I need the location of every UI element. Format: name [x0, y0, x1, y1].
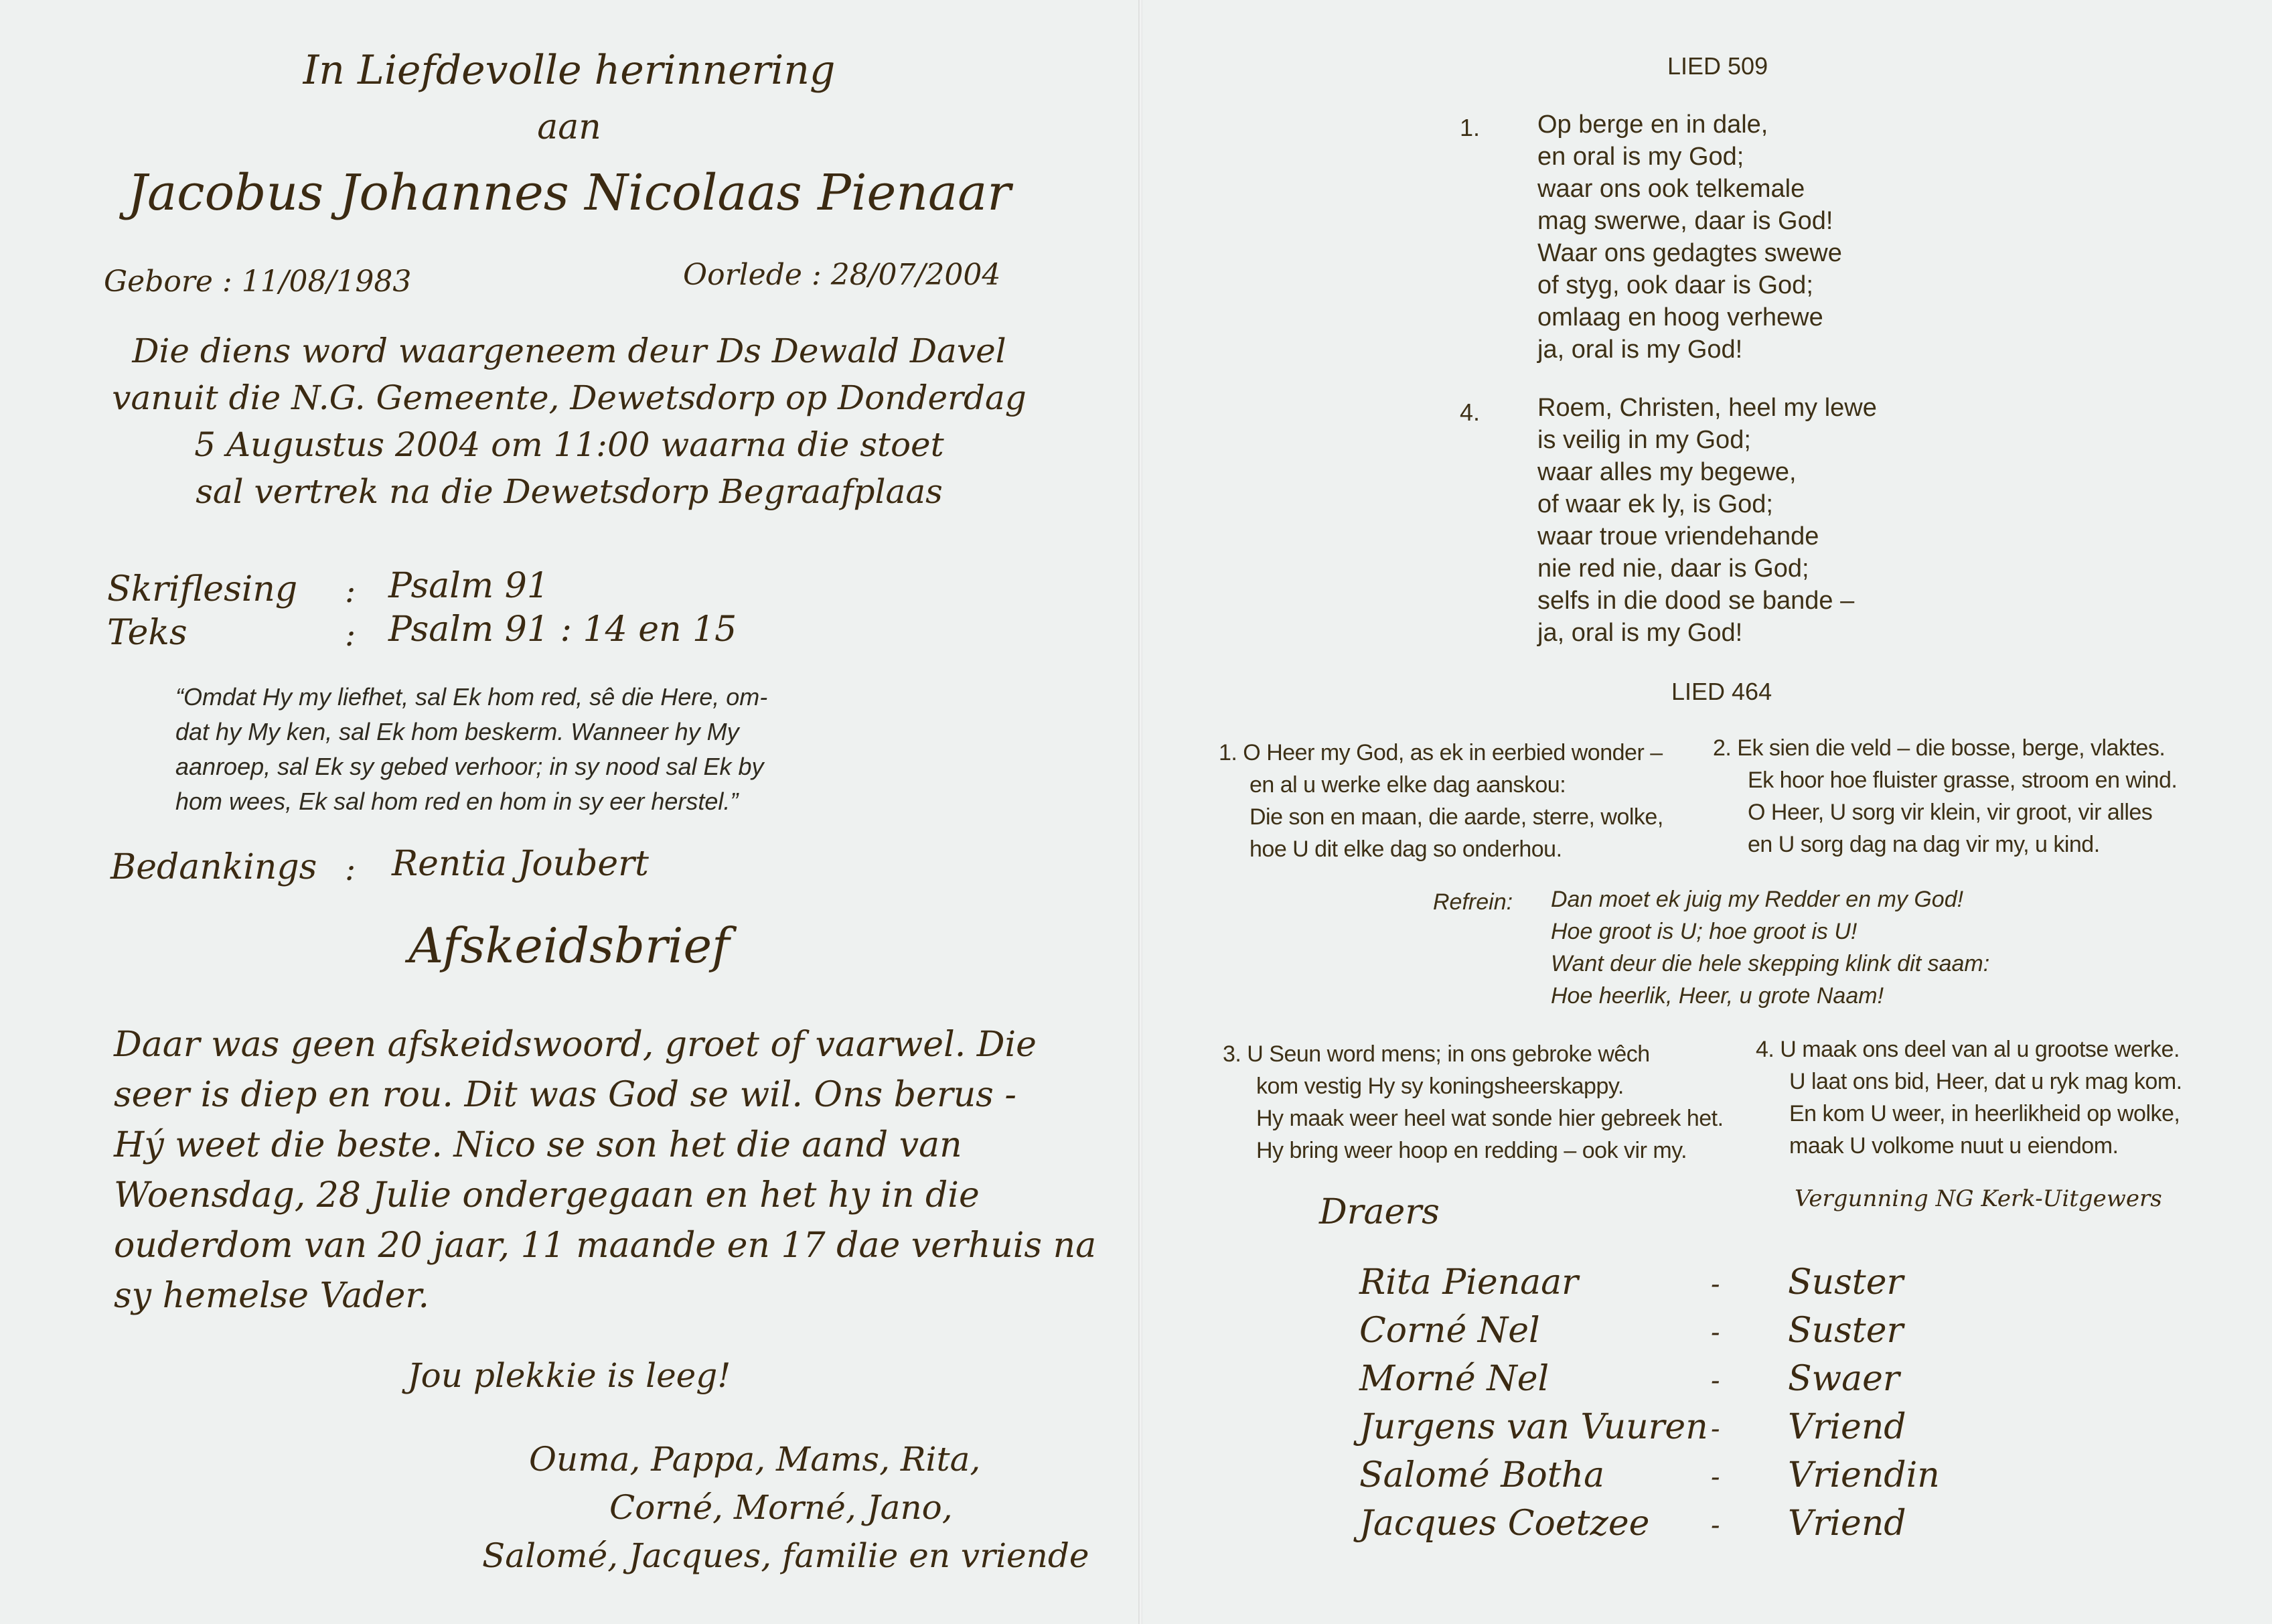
skriflesing-value: Psalm 91 [388, 566, 549, 606]
letter-line: sy hemelse Vader. [114, 1276, 430, 1316]
hymn-line: en oral is my God; [1537, 143, 1744, 171]
hymn-line: 2. Ek sien die veld – die bosse, berge, vlaktes. [1713, 735, 2166, 761]
pallbearers-title: Draers [1319, 1192, 1440, 1232]
verse-number: 4. [1460, 398, 1481, 426]
hymn-line: 1. O Heer my God, as ek in eerbied wonder – [1219, 740, 1663, 765]
hymn-line: En kom U weer, in heerlikheid op wolke, [1789, 1101, 2180, 1126]
hymn-line: omlaag en hoog verhewe [1537, 303, 1823, 331]
bedankings-colon: : [345, 851, 356, 888]
hymn-464-title: LIED 464 [1671, 678, 1772, 705]
hymn-line: 3. U Seun word mens; in ons gebroke wêch [1223, 1041, 1650, 1067]
hymn-line: Die son en maan, die aarde, sterre, wolke, [1249, 804, 1663, 830]
scripture-quote-line: hom wees, Ek sal hom red en hom in sy eer herstel.” [175, 788, 739, 815]
pallbearer-dash: - [1711, 1414, 1720, 1445]
hymn-line: ja, oral is my God! [1537, 336, 1743, 364]
pallbearer-dash: - [1711, 1365, 1720, 1396]
teks-colon: : [345, 616, 356, 654]
pallbearer-relation: Swaer [1788, 1359, 1900, 1399]
refrain-label: Refrein: [1433, 889, 1513, 915]
letter-line: seer is diep en rou. Dit was God se wil. Ons berus - [114, 1075, 1016, 1115]
empty-place-line: Jou plekkie is leeg! [407, 1356, 731, 1395]
bedankings-value: Rentia Joubert [392, 844, 649, 884]
hymn-line: U laat ons bid, Heer, dat u ryk mag kom. [1789, 1069, 2182, 1094]
hymn-line: is veilig in my God; [1537, 426, 1751, 454]
service-line: Die diens word waargeneem deur Ds Dewald Davel [132, 331, 1006, 370]
scripture-quote-line: dat hy My ken, sal Ek hom beskerm. Wanneer hy My [175, 718, 739, 745]
refrain-line: Want deur die hele skepping klink dit saam: [1551, 951, 1990, 976]
birth-date: Gebore : 11/08/1983 [104, 265, 412, 299]
hymn-line: O Heer, U sorg vir klein, vir groot, vir alles [1748, 800, 2153, 825]
letter-line: Daar was geen afskeidswoord, groet of vaarwel. Die [114, 1025, 1037, 1065]
hymn-line: nie red nie, daar is God; [1537, 555, 1809, 583]
hymn-line: Ek hoor hoe fluister grasse, stroom en wind. [1748, 767, 2178, 793]
hymn-line: Roem, Christen, heel my lewe [1537, 394, 1877, 422]
pallbearer-name: Corné Nel [1359, 1311, 1540, 1351]
farewell-letter-title: Afskeidsbrief [408, 917, 730, 974]
hymn-line: of styg, ook daar is God; [1537, 271, 1813, 299]
memorial-title-aan: aan [537, 107, 601, 147]
pallbearer-name: Rita Pienaar [1359, 1262, 1578, 1303]
verse-number: 1. [1460, 114, 1481, 141]
family-signature-line: Corné, Morné, Jano, [609, 1488, 953, 1527]
bedankings-label: Bedankings [110, 847, 317, 887]
hymn-line: selfs in die dood se bande – [1537, 587, 1855, 615]
letter-line: ouderdom van 20 jaar, 11 maande en 17 dae verhuis na [114, 1226, 1097, 1266]
memorial-title: In Liefdevolle herinnering [303, 47, 836, 94]
pallbearer-name: Jurgens van Vuuren [1359, 1407, 1708, 1447]
refrain-line: Hoe heerlik, Heer, u grote Naam! [1551, 983, 1884, 1009]
hymn-line: Op berge en in dale, [1537, 110, 1768, 139]
hymn-line: ja, oral is my God! [1537, 619, 1743, 647]
hymn-line: hoe U dit elke dag so onderhou. [1249, 836, 1562, 862]
teks-value: Psalm 91 : 14 en 15 [388, 609, 737, 650]
pallbearer-dash: - [1711, 1269, 1720, 1300]
permission-note: Vergunning NG Kerk-Uitgewers [1795, 1185, 2162, 1212]
family-signature-line: Salomé, Jacques, familie en vriende [482, 1536, 1089, 1575]
scripture-quote-line: aanroep, sal Ek sy gebed verhoor; in sy nood sal Ek by [175, 753, 764, 780]
hymn-line: Waar ons gedagtes swewe [1537, 239, 1842, 267]
hymn-line: kom vestig Hy sy koningsheerskappy. [1256, 1074, 1624, 1099]
pallbearer-name: Jacques Coetzee [1359, 1503, 1650, 1544]
letter-line: Hý weet die beste. Nico se son het die aand van [114, 1125, 962, 1165]
fold-crease [1138, 0, 1142, 1624]
hymn-line: Hy bring weer hoop en redding – ook vir my. [1256, 1138, 1687, 1163]
pallbearer-relation: Suster [1788, 1311, 1904, 1351]
skriflesing-label: Skriflesing [107, 569, 298, 609]
pallbearer-dash: - [1711, 1510, 1720, 1541]
pallbearer-relation: Suster [1788, 1262, 1904, 1303]
teks-label: Teks [107, 613, 187, 653]
service-line: sal vertrek na die Dewetsdorp Begraafplaas [196, 472, 943, 511]
hymn-line: mag swerwe, daar is God! [1537, 207, 1833, 235]
pallbearer-name: Salomé Botha [1359, 1455, 1605, 1495]
pallbearer-relation: Vriend [1788, 1503, 1906, 1544]
hymn-line: maak U volkome nuut u eiendom. [1789, 1133, 2119, 1159]
scripture-quote-line: “Omdat Hy my liefhet, sal Ek hom red, sê die Here, om- [175, 683, 768, 711]
death-date: Oorlede : 28/07/2004 [683, 258, 1001, 292]
skriflesing-colon: : [345, 573, 356, 610]
hymn-line: waar troue vriendehande [1537, 522, 1819, 550]
service-line: vanuit die N.G. Gemeente, Dewetsdorp op Donderdag [112, 378, 1027, 417]
letter-line: Woensdag, 28 Julie ondergegaan en het hy in die [114, 1175, 980, 1215]
hymn-509-title: LIED 509 [1667, 52, 1768, 80]
pallbearer-dash: - [1711, 1462, 1720, 1493]
pallbearer-relation: Vriendin [1788, 1455, 1940, 1495]
service-line: 5 Augustus 2004 om 11:00 waarna die stoet [194, 425, 944, 464]
refrain-line: Dan moet ek juig my Redder en my God! [1551, 887, 1964, 912]
pallbearer-dash: - [1711, 1317, 1720, 1348]
refrain-line: Hoe groot is U; hoe groot is U! [1551, 919, 1858, 944]
family-signature-line: Ouma, Pappa, Mams, Rita, [529, 1440, 981, 1479]
hymn-line: Hy maak weer heel wat sonde hier gebreek het. [1256, 1106, 1724, 1131]
hymn-line: 4. U maak ons deel van al u grootse werke. [1756, 1037, 2180, 1062]
pallbearer-relation: Vriend [1788, 1407, 1906, 1447]
hymn-line: of waar ek ly, is God; [1537, 490, 1773, 518]
hymn-line: en U sorg dag na dag vir my, u kind. [1748, 832, 2100, 857]
deceased-name: Jacobus Johannes Nicolaas Pienaar [127, 164, 1011, 222]
pallbearer-name: Morné Nel [1359, 1359, 1549, 1399]
hymn-line: en al u werke elke dag aanskou: [1249, 772, 1566, 798]
hymn-line: waar alles my begewe, [1537, 458, 1797, 486]
hymn-line: waar ons ook telkemale [1537, 175, 1805, 203]
